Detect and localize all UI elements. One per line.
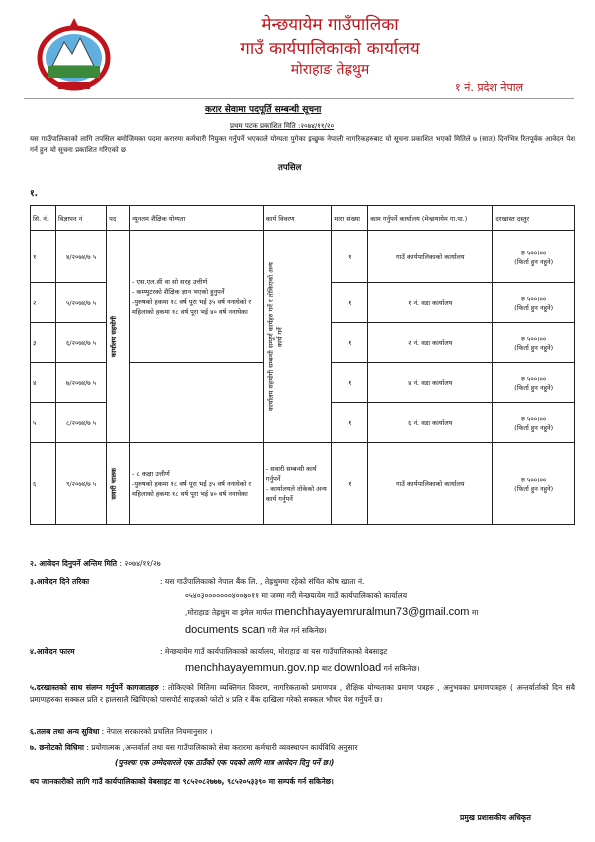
header-post: पद [107, 206, 130, 231]
table-header-row [31, 206, 575, 231]
row-adv-no: ५/२०७४/७ ५ [56, 283, 107, 323]
province-label: १ नं. प्रदेश नेपाल [455, 81, 524, 94]
row-office: १ नं. वडा कार्यालय [368, 283, 493, 323]
fee-note: (फिर्ता हुन नहुने) [514, 343, 554, 352]
row-adv-no: ६/२०७४/७ ५ [56, 323, 107, 363]
contact-info: थप जानकारीको लागि गाउँ कार्यपालिकाको वेबसाइट वा ९८५२०८२७७७, ९८५२०५३३९० मा सम्पर्क गर्न सकिनेछ। [30, 777, 334, 786]
fee-amount: रु ५००।०० [521, 294, 547, 303]
qualification-line: -पुरुषको हकमा १८ वर्ष पूरा भई ३५ वर्ष ननाघेको र महिलाको हकमा १८ वर्ष पूरा भई ४० वर्ष ननाघेका [131, 479, 252, 498]
row-office: गाउँ कार्यपालिकाको कार्यालय [368, 443, 493, 525]
row-count: १ [332, 283, 368, 323]
apply-method-text2: ०५४०३०००००००४००७०११ मा जम्मा गरी मेन्छयायेम गाउँ कार्यपालिकाको कार्यालय [185, 591, 408, 600]
website-link[interactable]: menchhayayemmun.gov.np [185, 662, 320, 674]
form-text2b: गर्न सकिनेछ। [383, 664, 420, 673]
section-5 [30, 682, 575, 705]
row-count: १ [332, 363, 368, 403]
fee-note: (फिर्ता हुन नहुने) [514, 383, 554, 392]
apply-method-line4 [185, 624, 327, 637]
row-adv-no: ८/२०७४/७ ५ [56, 403, 107, 443]
row-sn: ३ [31, 323, 56, 363]
fee-amount: रु ५००।०० [521, 248, 547, 257]
fee-amount: रु ५००।०० [521, 334, 547, 343]
row-fee [493, 323, 575, 363]
form-text1: : मेन्छयायेम गाउँ कार्यपालिकाको कार्यालय, मोराहाङ वा यस गाउँपालिकाको वेबसाइट [160, 647, 388, 656]
qualification-cell-empty [129, 363, 263, 443]
post-label: सवारी चालक [110, 467, 119, 500]
fee-note: (फिर्ता हुन नहुने) [514, 257, 554, 266]
qualification-line: - ८ कक्षा उत्तीर्ण [131, 469, 170, 478]
office-name: गाउँ कार्यपालिकाको कार्यालय [240, 39, 420, 59]
nepal-emblem-logo [28, 8, 120, 96]
fee-note: (फिर्ता हुन नहुने) [514, 303, 554, 312]
documents-text: : तोकिएको मितिमा व्यक्तिगत विवरण, नागरिकताको प्रमाणपत्र , शैक्षिक योग्यताका प्रमाण पत्रहरु , अनुभवका प्रमाणपत्रहरु ( अन्तर्वार्ताको दिन सबै प्रमाणहरुका सक्कल प्रति र हालसालै खिचिएको पासपोर्ट साइजको फोटो ४ प्रति र बैंक दाखिला गरेको सक्कल भौचर पेश गर्नुपर्ने छ। [30, 683, 575, 704]
row-adv-no: ४/२०७४/७ ५ [56, 231, 107, 283]
work-line: - कार्यालयले तोकेको अन्य कार्य गर्नुपर्ने [265, 484, 327, 503]
row-sn: १ [31, 231, 56, 283]
fee-amount: रु ५००।०० [521, 414, 547, 423]
qualification-line: - कम्प्युटरको शैक्षिक ज्ञान भएको हुनुपर्ने [131, 287, 225, 296]
download-text: download [334, 662, 382, 674]
apply-method-label: ३.आवेदन दिने तरिका [30, 577, 90, 586]
section-2 [30, 558, 161, 570]
selection-note: (पुनश्चः एक उम्मेदवारले एक ठाउँको एक पदको लागि मात्र आवेदन दिनु पर्ने छ।) [115, 758, 335, 767]
notice-title: करार सेवामा पदपूर्ति सम्बन्धी सूचना [205, 105, 322, 115]
row-sn: ४ [31, 363, 56, 403]
vacancy-table [30, 205, 575, 525]
apply-method-text1: : यस गाउँपालिकाको नेपाल बैंक लि. , तेह्रथुममा रहेको संचित कोष खाता नं. [160, 577, 365, 586]
row-fee [493, 283, 575, 323]
deadline-value: : २०७४/११/२७ [119, 559, 161, 568]
email-link[interactable]: menchhayayemruralmun73@gmail.com [274, 606, 470, 618]
form-text2a: बाट [321, 664, 332, 673]
row-sn: ६ [31, 443, 56, 525]
row-fee [493, 363, 575, 403]
post-label: कार्यालय सहयोगी [110, 315, 119, 358]
row-office: २ नं. वडा कार्यालय [368, 323, 493, 363]
row-office: ६ नं. वडा कार्यालय [368, 403, 493, 443]
municipality-name: मेन्छयायेम गाउँपालिका [261, 15, 399, 35]
work-cell-2 [263, 443, 332, 525]
row-fee [493, 231, 575, 283]
section-6 [30, 726, 212, 738]
documents-scan-text: documents scan [185, 624, 266, 636]
header-divider [24, 98, 574, 99]
row-office: गाउँ कार्यपालिकाको कार्यालय [368, 231, 493, 283]
documents-label: ५.दरखास्तको साथ संलग्न गर्नुपर्ने कागजातहरु [30, 683, 159, 692]
work-line: - सवारी सम्बन्धी कार्य गर्नुपर्ने [265, 464, 317, 483]
table-row [31, 231, 575, 283]
header-sn: सि. नं. [31, 206, 56, 231]
salary-value: : नेपाल सरकारको प्रचलित नियमानुसार । [101, 727, 213, 736]
row-office: ४ नं. वडा कार्यालय [368, 363, 493, 403]
publish-date: प्रथम पटक प्रकाशित मिति :२०७४/११/२० [230, 122, 335, 130]
row-sn: २ [31, 283, 56, 323]
row-fee [493, 443, 575, 525]
form-line2 [185, 662, 419, 675]
section-number-1: १. [30, 189, 39, 199]
signature-title: प्रमुख प्रशासकीय अधिकृत [460, 813, 531, 822]
fee-note: (फिर्ता हुन नहुने) [514, 484, 554, 493]
row-count: १ [332, 231, 368, 283]
row-count: १ [332, 323, 368, 363]
intro-text: यस गाउँपालिकाको लागि तपसिल बमोजिमका पदमा करारमा कर्मचारी नियुक्त गर्नुपर्ने भएकाले योग्यता पुगेका इच्छुक नेपाली नागरिकहरुबाट यो सूचना प्रकाशित भएको मितिले ७ (सात) दिनभित्र रितपूर्वक आवेदन पेश गर्न हुन यो सूचना प्रकाशित गरिएको छ [30, 135, 575, 154]
qualification-cell-1 [129, 231, 263, 363]
qualification-line: - एस.एल.सी वा सो सरह उत्तीर्ण [131, 277, 208, 286]
row-adv-no: ९/२०७४/७ ५ [56, 443, 107, 525]
work-description: कार्यालय सहयोगी सम्बन्धी सम्पूर्ण कार्यहरु गर्ने र तोकिएको अन्य कार्य गर्ने [266, 262, 284, 411]
fee-note: (फिर्ता हुन नहुने) [514, 423, 554, 432]
post-cell-driver [107, 443, 130, 525]
tapasil-label: तपसिल [278, 163, 302, 173]
row-adv-no: ७/२०७४/७ ५ [56, 363, 107, 403]
deadline-label: २. आवेदन दिनुपर्ने अन्तिम मिति [30, 559, 118, 568]
qualification-line: -पुरुषको हकमा १८ वर्ष पूरा भई ३५ वर्ष ननाघेको र महिलाको हकमा १८ वर्ष पूरा भई ४० वर्ष ननाघेका [131, 297, 252, 316]
post-cell-office-assistant [107, 231, 130, 443]
row-sn: ५ [31, 403, 56, 443]
row-count: १ [332, 403, 368, 443]
form-label: ४.आवेदन फारम [30, 647, 75, 656]
fee-amount: रु ५००।०० [521, 374, 547, 383]
selection-label: ७. छनोटको विधिमा [30, 743, 84, 752]
section-7 [30, 742, 575, 754]
header-fee: दरखास्त दस्तुर [493, 206, 575, 231]
selection-text: : प्रयोगात्मक ,अन्तर्वार्ता तथा यस गाउँपालिकाको सेवा करारमा कर्मचारी व्यवस्थापन कार्यविधि अनुसार [86, 743, 358, 752]
table-row [31, 443, 575, 525]
row-fee [493, 403, 575, 443]
apply-method-text4b: गरी मेल गर्न सकिनेछ। [267, 626, 327, 635]
apply-method-line3 [185, 606, 478, 619]
header-count: मारा संख्या [332, 206, 368, 231]
header-adv-no: विज्ञापन नं [56, 206, 107, 231]
apply-method-text3b: मा [471, 608, 479, 617]
fee-amount: रु ५००।०० [521, 475, 547, 484]
office-location: मोराहाङ तेह्रथुम [290, 62, 370, 78]
header-qualification: न्यूनतम शैक्षिक योग्यता [129, 206, 263, 231]
header-office: काम गर्नुपर्ने कार्यालय (मेन्छयायेम गा.पा.) [368, 206, 493, 231]
work-cell-1 [263, 231, 332, 443]
apply-method-text3a: ,मोराहाङ तेह्रथुम वा इमेल मार्फत [185, 608, 273, 617]
qualification-cell-2 [129, 443, 263, 525]
row-count: १ [332, 443, 368, 525]
salary-label: ६.तलब तथा अन्य सुविधा [30, 727, 100, 736]
header-work: कार्य विवरण [263, 206, 332, 231]
